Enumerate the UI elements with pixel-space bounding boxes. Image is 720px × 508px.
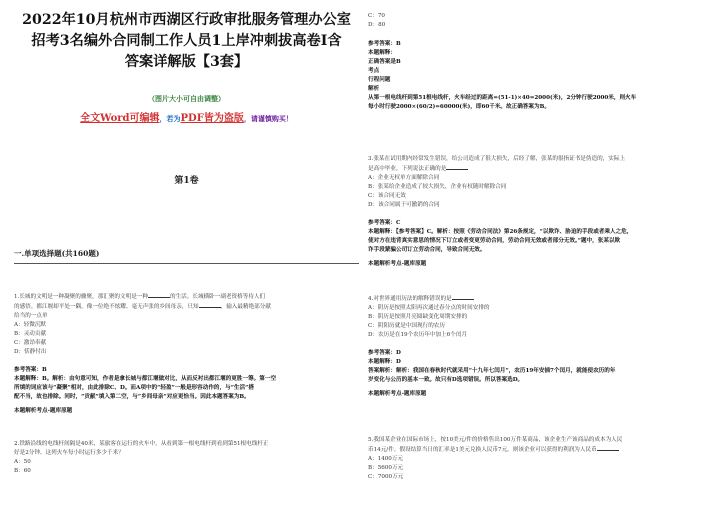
question-5 — [368, 436, 708, 482]
q1-blank-1 — [148, 292, 170, 298]
q5-text-line-2: 币14元/件。假设结算当日的汇率是1美元兑换人民币7元，则该企业可以获得的利润为人民币 — [368, 447, 597, 453]
q1-source: 本题解析考点-题库原题 — [14, 408, 73, 414]
q2-topic: 行程问题 — [368, 77, 391, 83]
q1-option-b: B：灵动贡献 — [14, 331, 47, 337]
q4-option-d: D：农历是在19个农历年中加上6个闰月 — [368, 332, 468, 338]
q2-text-line-2: 好是2分钟。这列火车每小时运行多少千米？ — [14, 450, 124, 456]
q1-option-c: C：激昂奉献 — [14, 340, 47, 346]
q5-blank — [597, 445, 619, 451]
q1-text-line-1b: 的生活。长城横卧一副老资格等待人们 — [170, 294, 266, 300]
notice-if: ，若为 — [159, 114, 181, 123]
q2-option-c: C：70 — [368, 13, 385, 19]
q1-text-line-2: 的感悟。都江堰却平处一隅，像一位绝不炫耀、毫无声张的乡间母亲，只知 — [14, 304, 199, 310]
q5-option-b: B：5600万元 — [368, 465, 404, 471]
q1-option-d: D：恬静付出 — [14, 349, 47, 355]
question-3 — [368, 155, 708, 269]
q3-explanation-3: 诈手段蒙骗公司订立劳动合同，导致合同无效。 — [368, 247, 486, 253]
q3-option-b: B：张某给企业造成了较大损失，企业有权随时解除合同 — [368, 184, 507, 190]
q4-option-c: C：阴阳历就是中国现行的农历 — [368, 323, 445, 329]
q1-option-a: A：轻微沉默 — [14, 322, 47, 328]
q3-text-line-2: 是高中毕业，下列说法正确的是 — [368, 166, 447, 172]
q2-option-d: D：80 — [368, 22, 386, 28]
subtitle: （图片大小可自由调整） — [148, 94, 225, 103]
q2-analysis-label: 解析 — [368, 86, 380, 92]
volume-heading: 第1卷 — [174, 176, 199, 186]
q2-correct-answer: 正确答案是B — [368, 59, 401, 65]
q2-analysis-text-2: 每小时行驶2000×(60/2)=60000(米)，即60千米。故正确答案为B。 — [368, 104, 550, 110]
q4-blank — [452, 294, 474, 300]
q3-blank — [446, 164, 468, 170]
question-2 — [14, 440, 359, 476]
section-divider — [14, 263, 359, 264]
q1-text-line-1: 1.长城的文明是一种凝聚的骤聚，那汇聚的文明是一种 — [14, 294, 148, 300]
q3-reference-answer: 参考答案：C — [368, 220, 401, 226]
q2-reference-answer: 参考答案：B — [368, 41, 401, 47]
q3-option-c: C：该合同无效 — [368, 193, 406, 199]
question-4 — [368, 294, 708, 399]
q2-option-a: A：50 — [14, 459, 31, 465]
q4-explanation-1: 答案解析：解析：我国在春秋时代就采用“十九年七闰月”，农历19年安插7个闰月，就能使农历的年 — [368, 368, 616, 374]
q2-text-line-1: 2.铁路沿线的电线杆间隔是40米，某旅客在运行的火车中，从看到第一根电线杆到看到第51根电线杆正 — [14, 441, 269, 447]
q1-blank-2 — [199, 302, 221, 308]
q1-text-line-3: 给当的一点单 — [14, 313, 48, 319]
q3-source: 本题解析考点-题库原题 — [368, 261, 427, 267]
q5-option-a: A：1400万元 — [368, 456, 404, 462]
q4-explanation-2: 岁变化与公历的基本一致。故只有D选项错误。所以答案选D。 — [368, 377, 524, 383]
q4-source: 本题解析考点-题库原题 — [368, 391, 427, 397]
notice-line — [14, 113, 359, 125]
q1-reference-answer: 参考答案：B — [14, 367, 47, 373]
title-line-1: 2022年10月杭州市西湖区行政审批服务管理办公室 — [22, 12, 351, 28]
q1-explanation-3: 配不当，故也排除。同时，“贡献”填入第二空，与“乡间母亲”对应更恰当。因此本题答案为B。 — [14, 394, 250, 400]
q3-option-a: A：企业无权单方面解除合同 — [368, 175, 440, 181]
q1-explanation-2: 所填的词应该与“凝聚”相对，由此排除C、D。而A项中的“轻盈”一般是形容动作的，与“生活”搭 — [14, 385, 254, 391]
q2-analysis-text-1: 从第一根电线杆到第51根电线杆，火车经过的距离=(51-1)×40=2000(米)，2分钟行驶2000米，则火车 — [368, 95, 637, 101]
q4-option-a: A：阴历是按照太阳再次通过春分点的时间安排的 — [368, 305, 490, 311]
notice-caution: ，请谨慎购买！ — [243, 114, 293, 123]
q2-option-b: B：60 — [14, 468, 31, 474]
section-title: 一.单项选择题(共160题) — [14, 249, 100, 258]
q3-explanation-2: 使对方在违背真实意思的情况下订立或者变更劳动合同，劳动合同无效或者部分无效。”题中，张某以欺 — [368, 238, 621, 244]
notice-pdf-pirated: PDF皆为盗版 — [180, 113, 244, 124]
q4-explanation-head: 本题解释：D — [368, 359, 401, 365]
section-heading — [14, 248, 359, 272]
q2-point-label: 考点 — [368, 68, 380, 74]
q4-reference-answer: 参考答案：D — [368, 350, 401, 356]
q4-text-line-1: 4.对世界通用历法的解释错误的是 — [368, 296, 452, 302]
q1-text-line-2b: ，输入最精绝部分献 — [220, 304, 271, 310]
q5-option-c: C：7000万元 — [368, 474, 404, 480]
title-line-2: 招考3名编外合同制工作人员1上岸冲刺拔高卷I含 — [31, 33, 342, 49]
q4-option-b: B：阴历是按照月亮圆缺变化周期安排的 — [368, 314, 468, 320]
q1-explanation-1: 本题解释：B。解析：由句意可知，作者是拿长城与都江堰做对比，从而反衬出都江堰的更胜一筹。第一空 — [14, 376, 277, 382]
q2-explanation-head: 本题解释： — [368, 50, 396, 56]
document-title — [14, 10, 359, 73]
q2-continued — [368, 12, 708, 112]
q5-text-line-1: 5.我国某企业在国际市场上，按10美元/件的价格售出100万件某商品，该企业生产该商品的成本为人民 — [368, 437, 623, 443]
title-line-3: 答案详解版【3套】 — [124, 54, 249, 70]
q3-option-d: D：该合同属于可撤销的合同 — [368, 202, 440, 208]
q3-text-line-1: 3.张某在试用期内经常发生错误，给公司造成了很大损失，后经了解，张某的很指证书是伪造的，实际上 — [368, 156, 626, 162]
q3-explanation-1: 本题解释：【参考答案】C。解析：按照《劳动合同法》第26条规定，“以欺诈、胁迫的手段或者乘人之危， — [368, 229, 633, 235]
notice-word-editable: 全文Word可编辑 — [80, 113, 160, 124]
question-1 — [14, 292, 359, 416]
